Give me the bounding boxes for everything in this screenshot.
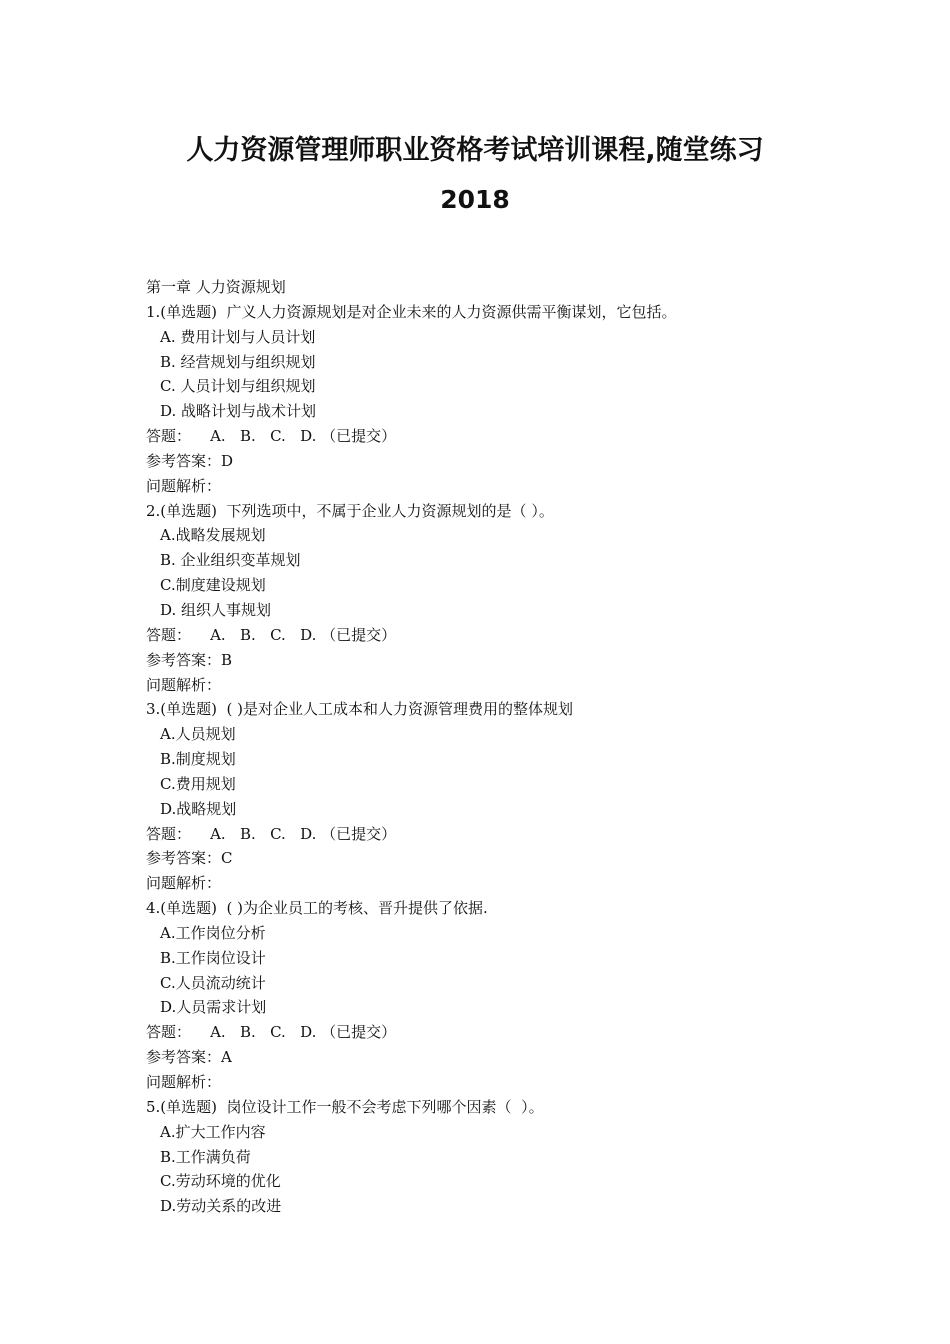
document-body (146, 275, 846, 1219)
question-stem: 2.(单选题) 下列选项中，不属于企业人力资源规划的是（ ）。 (146, 501, 554, 520)
question-stem: 3.(单选题) ( )是对企业人工成本和人力资源管理费用的整体规划 (146, 700, 574, 719)
question-option: A.战略发展规划 (160, 526, 266, 545)
question-option: A.工作岗位分析 (160, 923, 266, 942)
question-option: B. 经营规划与组织规划 (160, 352, 316, 371)
reference-answer: 参考答案：D (146, 451, 234, 470)
question-stem: 4.(单选题) ( )为企业员工的考核、晋升提供了依据. (146, 899, 488, 918)
question-option: A.人员规划 (160, 725, 236, 744)
question-option: B.制度规划 (160, 750, 236, 769)
question-block (146, 1095, 846, 1219)
question-option: C.人员流动统计 (160, 973, 266, 992)
question-option: D. 组织人事规划 (160, 600, 272, 619)
question-stem: 1.(单选题) 广义人力资源规划是对企业未来的人力资源供需平衡谋划，它包括。 (146, 302, 677, 321)
document-title: 人力资源管理师职业资格考试培训课程,随堂练习 (186, 135, 764, 166)
question-analysis: 问题解析： (146, 675, 222, 694)
question-option: D.劳动关系的改进 (160, 1197, 282, 1216)
question-option: C. 人员计划与组织规划 (160, 377, 316, 396)
answer-line: 答题： A. B. C. D. （已提交） (146, 427, 397, 446)
question-option: D.人员需求计划 (160, 998, 267, 1017)
question-block (146, 499, 846, 698)
answer-line: 答题： A. B. C. D. （已提交） (146, 625, 397, 644)
chapter-heading: 第一章 人力资源规划 (146, 278, 286, 296)
question-option: B.工作岗位设计 (160, 948, 266, 967)
reference-answer: 参考答案：A (146, 1048, 232, 1067)
question-block (146, 896, 846, 1095)
question-analysis: 问题解析： (146, 1073, 222, 1091)
question-analysis: 问题解析： (146, 874, 222, 893)
reference-answer: 参考答案：C (146, 849, 233, 868)
question-block (146, 300, 846, 499)
reference-answer: 参考答案：B (146, 650, 233, 669)
document-title-year: 2018 (440, 185, 510, 214)
question-option: B. 企业组织变革规划 (160, 551, 301, 570)
question-block (146, 697, 846, 896)
question-option: A. 费用计划与人员计划 (160, 327, 316, 346)
question-option: B.工作满负荷 (160, 1147, 251, 1166)
answer-line: 答题： A. B. C. D. （已提交） (146, 1023, 397, 1042)
question-option: C.费用规划 (160, 774, 236, 793)
question-analysis: 问题解析： (146, 476, 222, 495)
question-option: C.制度建设规划 (160, 576, 266, 595)
question-option: A.扩大工作内容 (160, 1122, 266, 1141)
question-stem: 5.(单选题) 岗位设计工作一般不会考虑下列哪个因素（ ）。 (146, 1097, 544, 1116)
question-option: D. 战略计划与战术计划 (160, 402, 317, 421)
answer-line: 答题： A. B. C. D. （已提交） (146, 824, 397, 843)
question-option: D.战略规划 (160, 799, 237, 818)
question-option: C.劳动环境的优化 (160, 1172, 281, 1191)
